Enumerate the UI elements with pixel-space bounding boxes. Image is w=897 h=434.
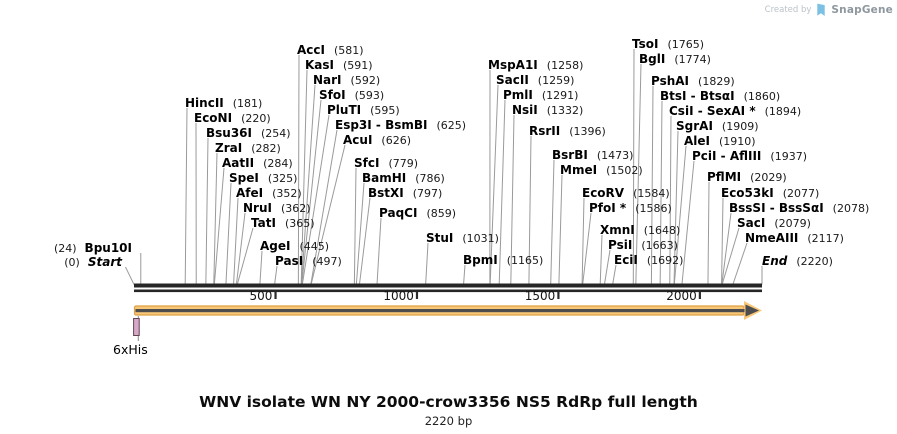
site-label-ecorv: [582, 185, 670, 200]
enzyme-name: BstXI: [368, 186, 404, 200]
enzyme-name: Bpu10I: [84, 241, 132, 255]
enzyme-name: NsiI: [512, 103, 538, 117]
site-label-start: [64, 254, 122, 269]
enzyme-name: BsrBI: [552, 148, 588, 162]
site-label-csii-sexai: [669, 103, 801, 118]
enzyme-name: NmeAIII: [745, 231, 799, 245]
enzyme-name: Esp3I - BsmBI: [335, 118, 428, 132]
enzyme-name: StuI: [426, 231, 454, 245]
site-position: (497): [312, 255, 342, 268]
enzyme-name: CsiI - SexAI *: [669, 104, 756, 118]
site-label-sfci: [354, 155, 418, 170]
enzyme-name: BglI: [639, 52, 666, 66]
enzyme-name: TsoI: [632, 37, 659, 51]
site-position: (1910): [719, 135, 756, 148]
enzyme-name: NarI: [313, 73, 342, 87]
site-position: (581): [333, 44, 364, 57]
site-position: (1774): [674, 53, 711, 66]
site-label-nsii: [512, 102, 583, 117]
enzyme-name: AatII: [222, 156, 255, 170]
snapgene-logo-icon: [816, 3, 826, 17]
site-label-spei: [229, 170, 297, 185]
site-label-acui: [343, 132, 411, 147]
site-label-sgrai: [676, 118, 758, 133]
snapgene-credit: [765, 3, 893, 17]
site-position: (1663): [641, 239, 678, 252]
site-position: (362): [280, 202, 311, 215]
site-label-eco53ki: [721, 185, 819, 200]
site-position: (1909): [721, 120, 759, 133]
site-position: (325): [267, 172, 298, 185]
site-label-paqci: [379, 205, 456, 220]
site-label-kasi: [305, 57, 373, 72]
site-label-xmni: [600, 222, 680, 237]
site-label-pluti: [327, 102, 400, 117]
enzyme-name: NruI: [243, 201, 272, 215]
site-position: (1258): [546, 59, 584, 72]
enzyme-name: PflMI: [707, 170, 742, 184]
site-position: (1332): [546, 104, 584, 117]
enzyme-name: TatI: [251, 216, 276, 230]
site-position: (2079): [774, 217, 811, 230]
enzyme-name: SacI: [737, 216, 766, 230]
ruler-tick-label: 500: [249, 289, 273, 303]
site-label-btsi-bts-i: [660, 88, 780, 103]
site-position: (284): [263, 157, 293, 170]
site-label-bamhi: [362, 170, 445, 185]
site-label-stui: [426, 230, 499, 245]
site-label-nari: [313, 72, 380, 87]
enzyme-name: MspA1I: [488, 58, 538, 72]
site-position: (24): [53, 242, 77, 255]
site-position: (591): [343, 59, 373, 72]
enzyme-name: Bsu36I: [206, 126, 252, 140]
site-position: (365): [284, 217, 315, 230]
site-label-hincii: [185, 95, 262, 110]
site-label-mmei: [560, 162, 643, 177]
enzyme-name: BtsI - BtsαI: [660, 89, 735, 103]
enzyme-name: AleI: [684, 134, 711, 148]
site-label-afei: [236, 185, 302, 200]
site-label-ecii: [614, 252, 683, 267]
site-label-pfoi: [589, 200, 672, 215]
site-position: (352): [272, 187, 302, 200]
site-position: (220): [241, 112, 271, 125]
site-label-bsssi-bsss-i: [729, 200, 869, 215]
site-position: (181): [232, 97, 263, 110]
enzyme-name: AgeI: [260, 239, 291, 253]
site-position: (1765): [667, 38, 705, 51]
site-label-alei: [684, 133, 756, 148]
site-label-agei: [260, 238, 329, 253]
enzyme-name: PasI: [275, 254, 304, 268]
site-position: (797): [412, 187, 443, 200]
enzyme-name: XmnI: [600, 223, 635, 237]
site-position: (1586): [635, 202, 672, 215]
enzyme-name: PmlI: [503, 88, 533, 102]
enzyme-name: BpmI: [463, 253, 498, 267]
site-position: (1165): [506, 254, 544, 267]
enzyme-name: Start: [87, 255, 122, 269]
enzyme-name: SpeI: [229, 171, 259, 185]
ruler-tick-label: 1500: [524, 289, 556, 303]
site-position: (786): [415, 172, 445, 185]
site-position: (1860): [743, 90, 781, 103]
site-position: (254): [261, 127, 291, 140]
site-position: (1473): [596, 149, 634, 162]
site-label-mspa1i: [488, 57, 583, 72]
site-position: (593): [354, 89, 385, 102]
site-position: (1648): [643, 224, 681, 237]
enzyme-name: EcoNI: [194, 111, 233, 125]
site-label-bpmi: [463, 252, 543, 267]
site-position: (0): [64, 256, 80, 269]
enzyme-name: BssSI - BssSαI: [729, 201, 824, 215]
site-position: (1829): [698, 75, 735, 88]
site-position: (2077): [782, 187, 820, 200]
enzyme-name: RsrII: [529, 124, 561, 138]
site-position: (859): [426, 207, 457, 220]
enzyme-name: PciI - AflIII: [692, 149, 762, 163]
site-label-zrai: [215, 140, 281, 155]
site-position: (625): [436, 119, 467, 132]
site-position: (626): [381, 134, 412, 147]
site-label-psii: [608, 237, 678, 252]
map-title: WNV isolate WN NY 2000-crow3356 NS5 RdRp full length: [199, 393, 698, 411]
site-label-bpu10i: [54, 240, 132, 255]
enzyme-name: ZraI: [215, 141, 243, 155]
site-position: (1259): [537, 74, 575, 87]
site-label-nrui: [243, 200, 311, 215]
enzyme-name: PluTI: [327, 103, 362, 117]
site-label-pcii-afliii: [692, 148, 807, 163]
site-label-esp3i-bsmbi: [335, 117, 466, 132]
site-label-sfoi: [319, 87, 384, 102]
enzyme-name: BamHI: [362, 171, 407, 185]
enzyme-name: SfoI: [319, 88, 346, 102]
site-label-pasi: [275, 253, 342, 268]
site-label-aatii: [222, 155, 293, 170]
enzyme-name: End: [762, 254, 788, 268]
enzyme-name: SfcI: [354, 156, 380, 170]
site-label-acci: [297, 42, 364, 57]
enzyme-name: EcoRV: [582, 186, 625, 200]
snapgene-brand-text: SnapGene: [831, 4, 893, 16]
site-position: (779): [388, 157, 419, 170]
site-position: (1396): [569, 125, 606, 138]
enzyme-name: EciI: [614, 253, 638, 267]
site-position: (2078): [832, 202, 870, 215]
site-label-pmli: [503, 87, 578, 102]
site-position: (1937): [770, 150, 807, 163]
map-length: 2220 bp: [424, 414, 473, 428]
site-position: (1894): [764, 105, 802, 118]
enzyme-name: PfoI *: [589, 201, 627, 215]
enzyme-name: PshAI: [651, 74, 690, 88]
site-label-rsrii: [529, 123, 606, 138]
enzyme-name: MmeI: [560, 163, 598, 177]
site-label-saci: [737, 215, 811, 230]
enzyme-name: Eco53kI: [721, 186, 774, 200]
site-position: (592): [350, 74, 381, 87]
enzyme-name: AfeI: [236, 186, 264, 200]
site-label-bgli: [639, 51, 711, 66]
site-label-econi: [194, 110, 271, 125]
enzyme-name: KasI: [305, 58, 335, 72]
ruler-tick-label: 2000: [666, 289, 697, 303]
credit-created-by-text: Created by: [764, 5, 812, 15]
site-position: (1584): [633, 187, 670, 200]
site-label-nmeaiii: [745, 230, 844, 245]
site-position: (1502): [606, 164, 643, 177]
site-position: (1291): [541, 89, 579, 102]
site-label-pshai: [651, 73, 735, 88]
site-position: (445): [299, 240, 330, 253]
enzyme-name: HincII: [185, 96, 224, 110]
site-position: (282): [251, 142, 281, 155]
site-position: (1692): [646, 254, 684, 267]
enzyme-name: AcuI: [343, 133, 373, 147]
site-label-pflmi: [707, 169, 787, 184]
site-label-tati: [251, 215, 315, 230]
site-label-sacii: [496, 72, 574, 87]
enzyme-name: SacII: [496, 73, 529, 87]
site-position: (2117): [807, 232, 844, 245]
enzyme-name: PaqCI: [379, 206, 418, 220]
site-label-bsrbi: [552, 147, 633, 162]
site-position: (2220): [796, 255, 833, 268]
site-label-end: [762, 253, 833, 268]
site-label-bstxi: [368, 185, 442, 200]
site-position: (2029): [750, 171, 787, 184]
site-label-tsoi: [632, 36, 704, 51]
site-position: (1031): [462, 232, 499, 245]
enzyme-name: PsiI: [608, 238, 633, 252]
site-label-bsu36i: [206, 125, 291, 140]
site-position: (595): [370, 104, 400, 117]
enzyme-name: SgrAI: [676, 119, 713, 133]
enzyme-name: AccI: [297, 43, 325, 57]
feature-6xhis-label: 6xHis: [113, 342, 148, 357]
ruler-tick-label: 1000: [383, 289, 414, 303]
